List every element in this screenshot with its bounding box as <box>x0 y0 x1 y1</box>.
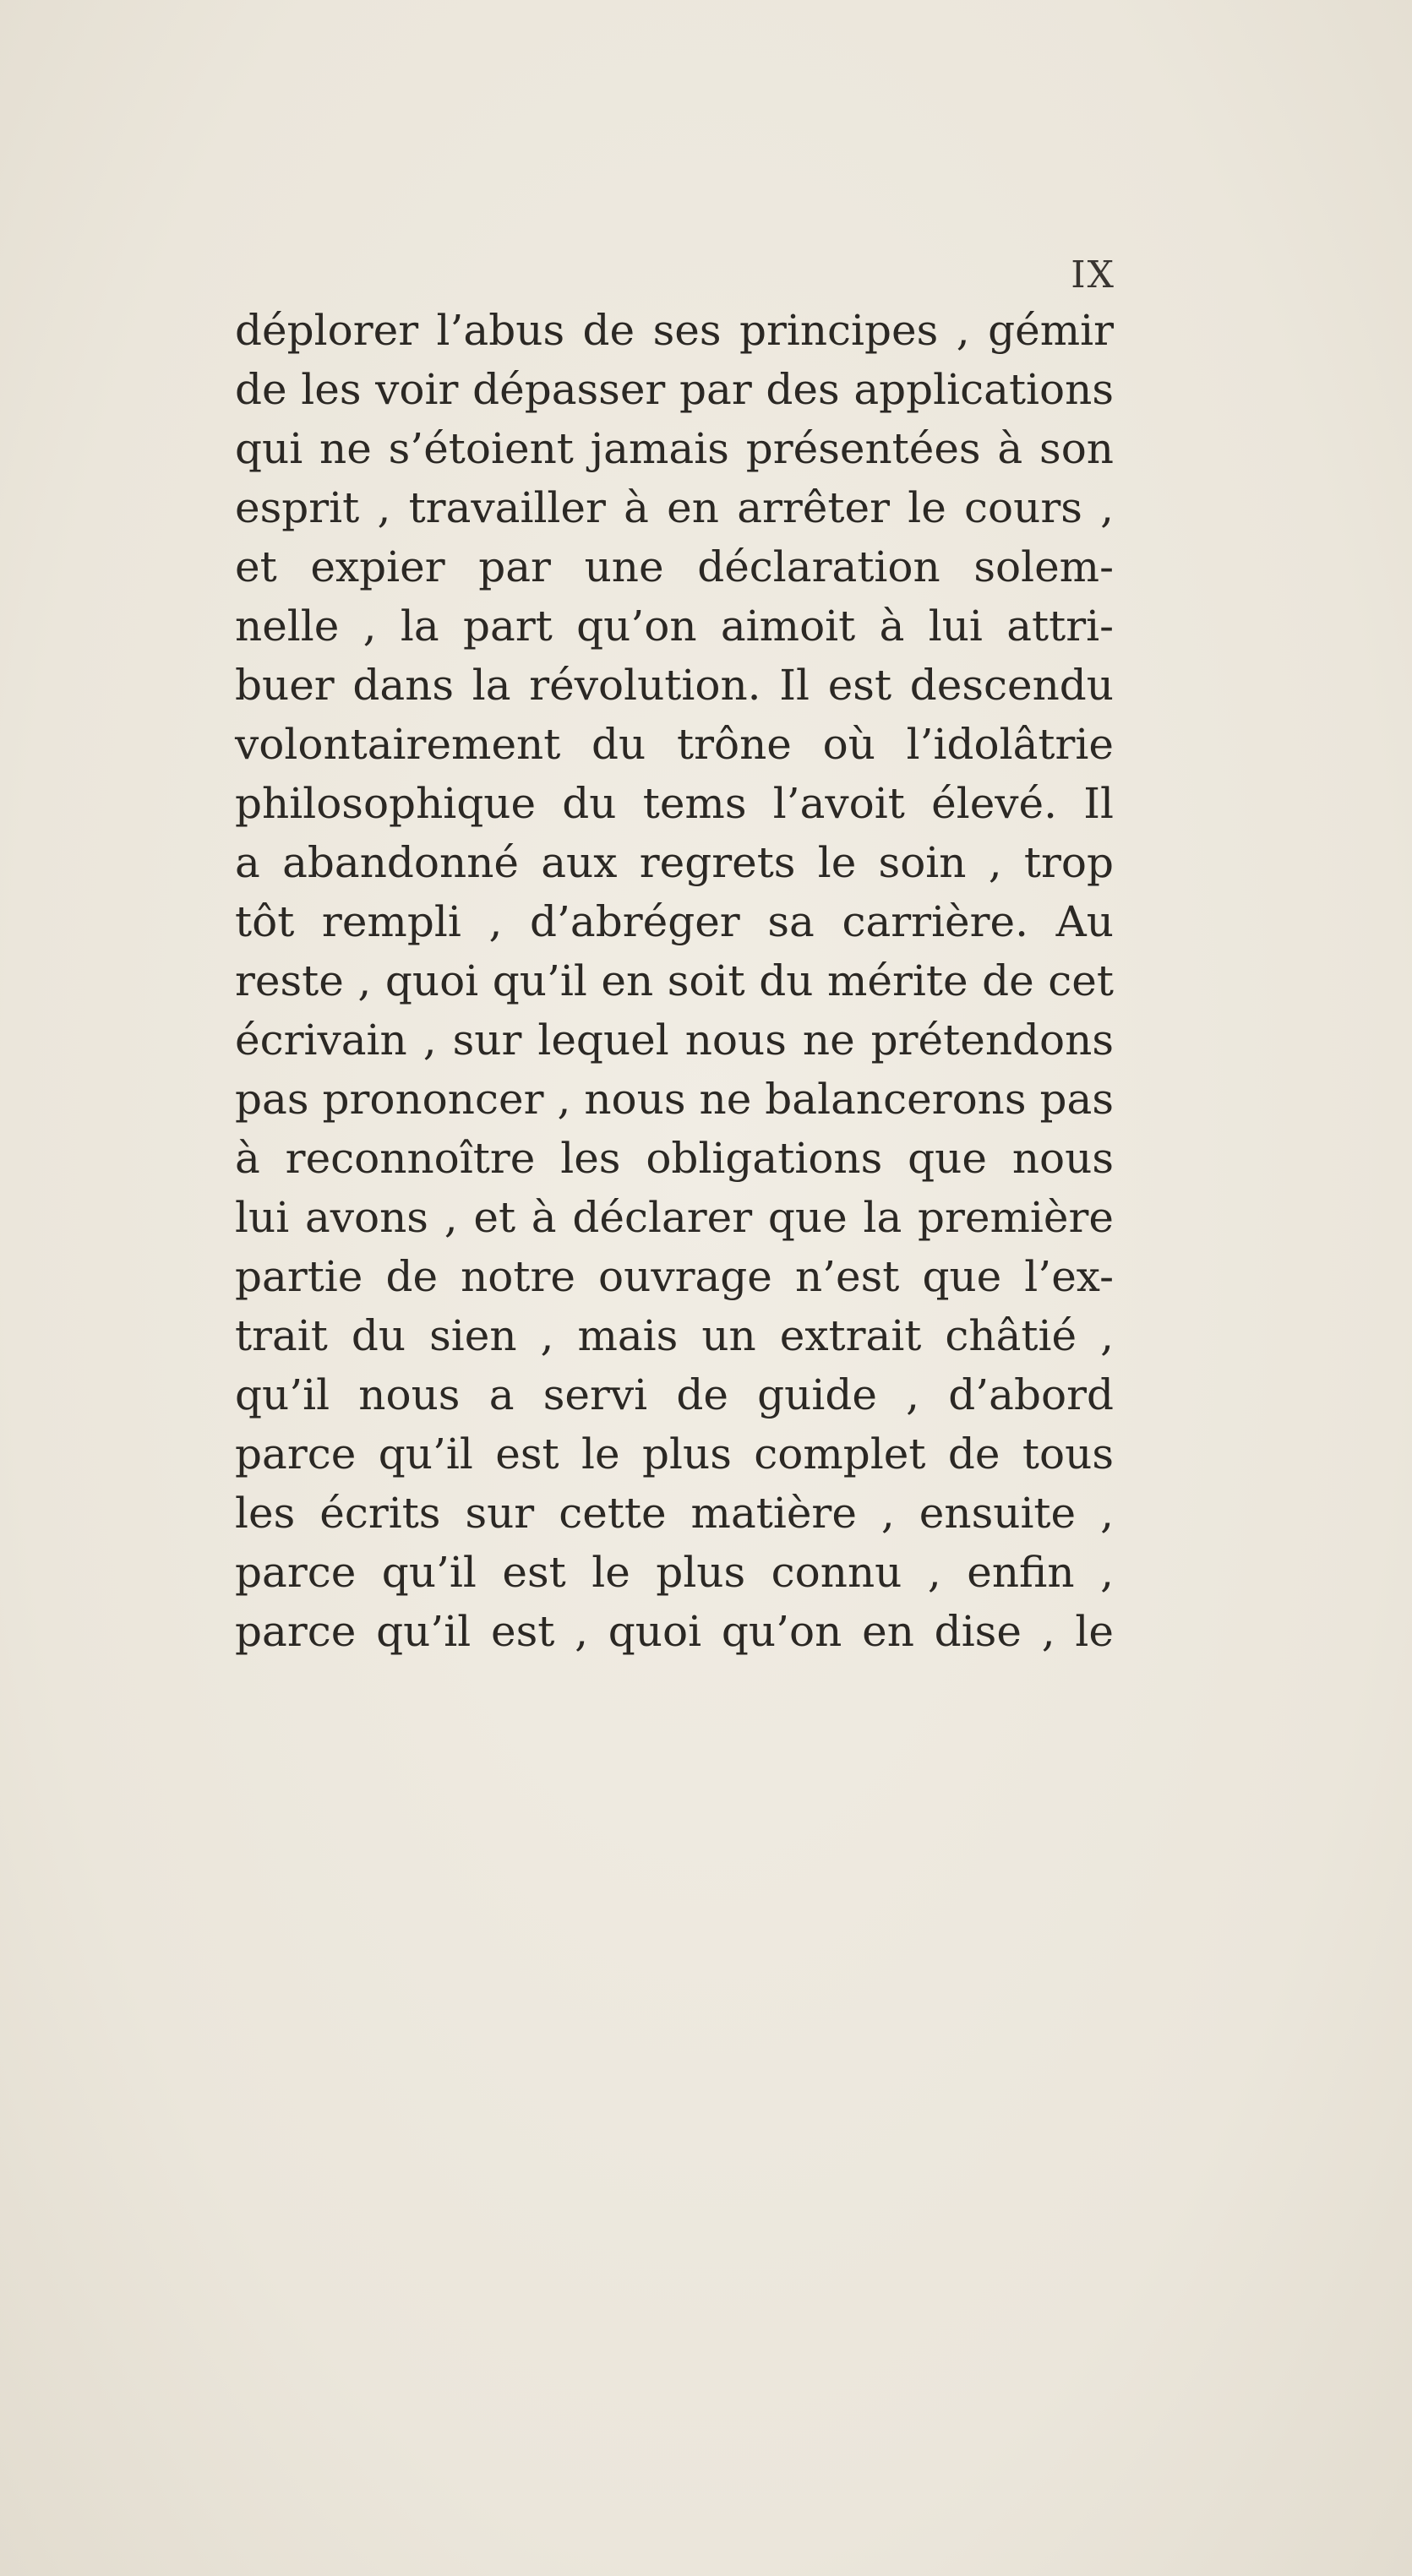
text-line: buer dans la révolution. Il est descendu <box>235 661 1114 710</box>
text-line: esprit , travailler à en arrêter le cours , <box>235 483 1114 532</box>
text-line: qui ne s’étoient jamais présentées à son <box>235 424 1114 473</box>
text-line: partie de notre ouvrage n’est que l’ex- <box>235 1252 1114 1301</box>
body-text <box>235 301 1114 1661</box>
text-line: a abandonné aux regrets le soin , trop <box>235 838 1114 887</box>
text-line: tôt rempli , d’abréger sa carrière. Au <box>235 897 1114 946</box>
text-line: parce qu’il est le plus connu , enfin , <box>235 1548 1114 1597</box>
text-line: trait du sien , mais un extrait châtié , <box>235 1311 1114 1360</box>
text-line: parce qu’il est le plus complet de tous <box>235 1430 1114 1479</box>
text-line: nelle , la part qu’on aimoit à lui attri- <box>235 602 1114 651</box>
text-line: écrivain , sur lequel nous ne prétendons <box>235 1016 1114 1065</box>
text-line: pas prononcer , nous ne balancerons pas <box>235 1075 1114 1124</box>
text-line: les écrits sur cette matière , ensuite , <box>235 1489 1114 1538</box>
text-line: parce qu’il est , quoi qu’on en dise , le <box>235 1607 1114 1656</box>
text-line: lui avons , et à déclarer que la première <box>235 1193 1114 1242</box>
text-line: à reconnoître les obligations que nous <box>235 1134 1114 1183</box>
page-number: IX <box>1071 253 1115 297</box>
text-line: philosophique du tems l’avoit élevé. Il <box>235 779 1114 828</box>
text-line: déplorer l’abus de ses principes , gémir <box>235 306 1114 355</box>
text-line: de les voir dépasser par des applications <box>235 365 1114 414</box>
text-line: qu’il nous a servi de guide , d’abord <box>235 1370 1114 1419</box>
text-line: reste , quoi qu’il en soit du mérite de cet <box>235 956 1114 1005</box>
text-line: et expier par une déclaration solem- <box>235 542 1114 591</box>
text-line: volontairement du trône où l’idolâtrie <box>235 720 1114 769</box>
